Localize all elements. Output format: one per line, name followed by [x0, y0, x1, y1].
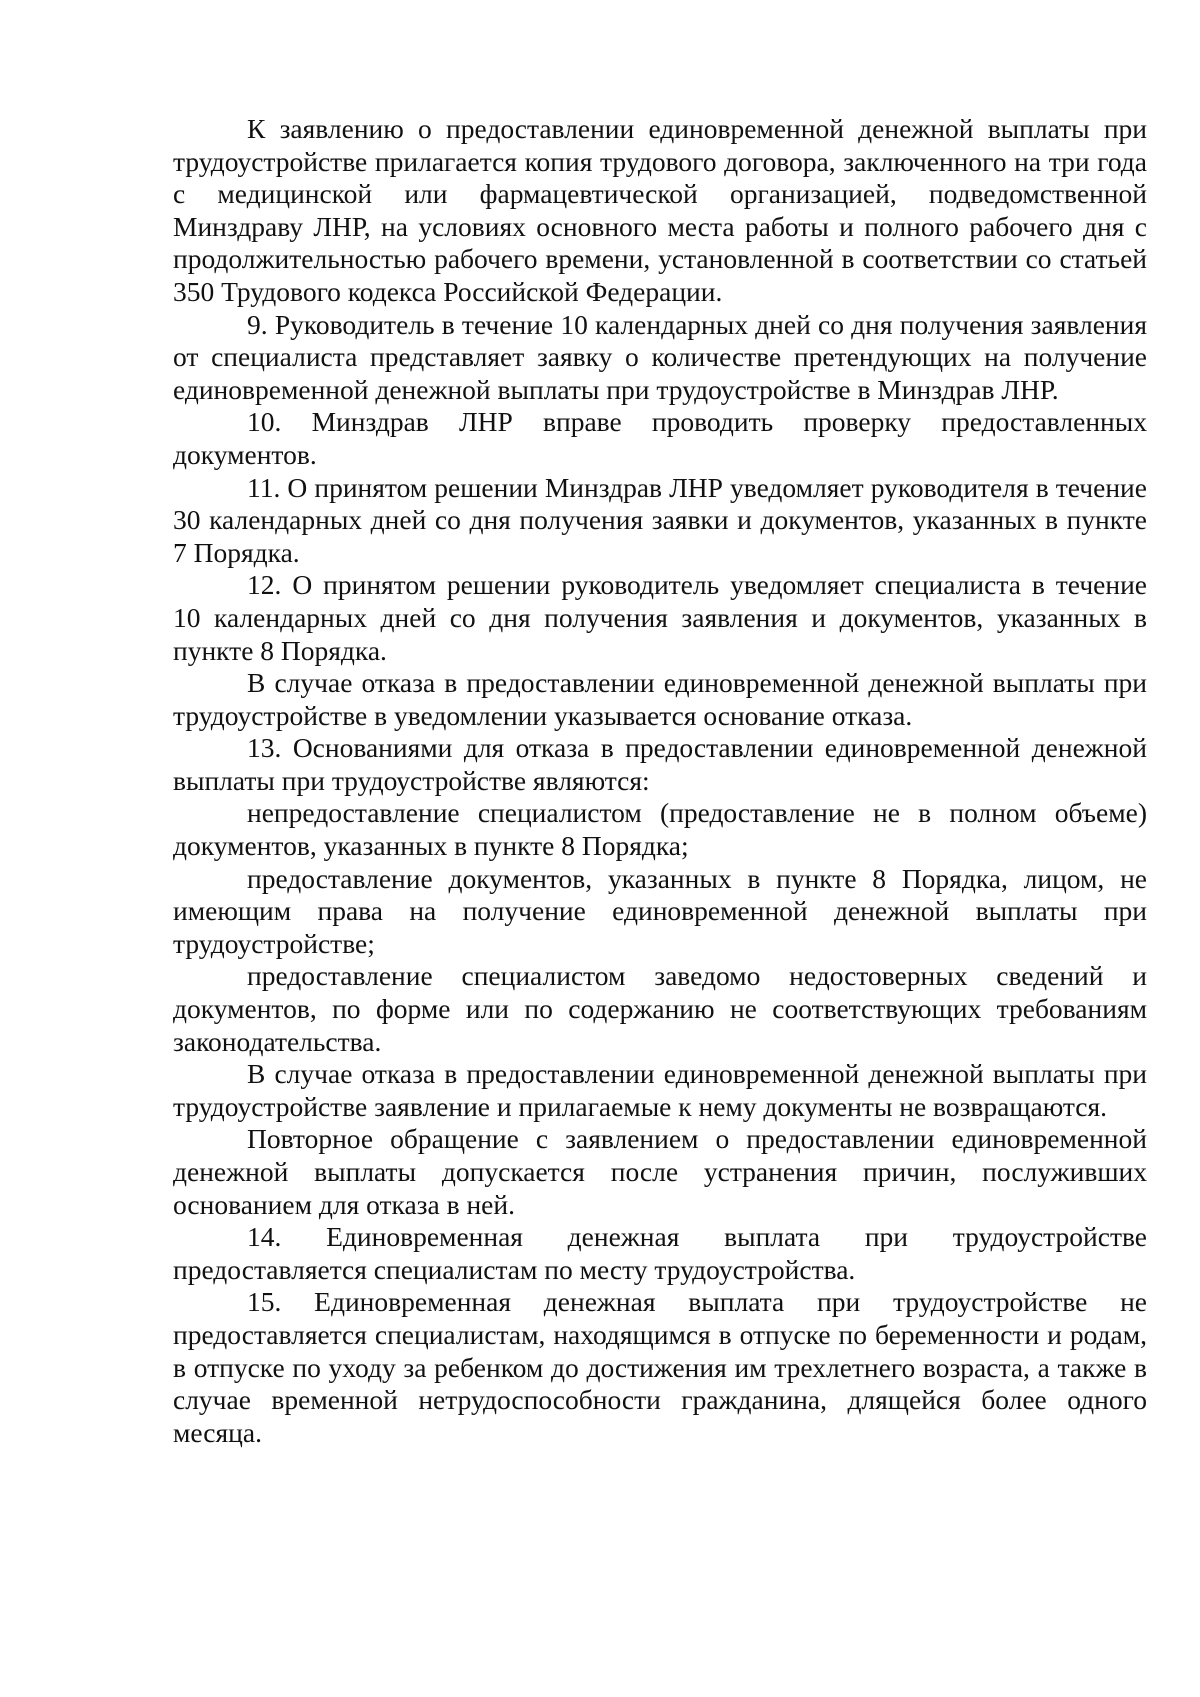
paragraph-item-11: 11. О принятом решении Минздрав ЛНР уведомляет руководителя в течение 30 календарных дней со дня получения заявки и документов, указанных в пункте 7 Порядка.: [173, 471, 1147, 568]
document-body: [173, 113, 1147, 1449]
paragraph-item-10: 10. Минздрав ЛНР вправе проводить проверку предоставленных документов.: [173, 406, 1147, 470]
paragraph-item-13: 13. Основаниями для отказа в предоставлении единовременной денежной выплаты при трудоустройстве являются:: [173, 732, 1147, 796]
paragraph-refusal-reason-3: предоставление специалистом заведомо недостоверных сведений и документов, по форме или по содержанию не соответствующих требованиям законодательства.: [173, 960, 1147, 1057]
paragraph-refusal-reason-2: предоставление документов, указанных в пункте 8 Порядка, лицом, не имеющим права на получение единовременной денежной выплаты при трудоустройстве;: [173, 862, 1147, 959]
paragraph-item-12: 12. О принятом решении руководитель уведомляет специалиста в течение 10 календарных дней со дня получения заявления и документов, указанных в пункте 8 Порядка.: [173, 569, 1147, 666]
paragraph-item-9: 9. Руководитель в течение 10 календарных дней со дня получения заявления от специалиста представляет заявку о количестве претендующих на получение единовременной денежной выплаты при трудоустройстве в Минздрав ЛНР.: [173, 308, 1147, 405]
paragraph-repeat-application: Повторное обращение с заявлением о предоставлении единовременной денежной выплаты допускается после устранения причин, послуживших основанием для отказа в ней.: [173, 1123, 1147, 1220]
paragraph-attachment-requirement: К заявлению о предоставлении единовременной денежной выплаты при трудоустройстве прилагается копия трудового договора, заключенного на три года с медицинской или фармацевтической организацией, подведомственной Минздраву ЛНР, на условиях основного места работы и полного рабочего дня с продолжительностью рабочего времени, установленной в соответствии со статьей 350 Трудового кодекса Российской Федерации.: [173, 113, 1147, 307]
paragraph-item-15: 15. Единовременная денежная выплата при трудоустройстве не предоставляется специалистам, находящимся в отпуске по беременности и родам, в отпуске по уходу за ребенком до достижения им трехлетнего возраста, а также в случае временной нетрудоспособности гражданина, длящейся более одного месяца.: [173, 1286, 1147, 1448]
paragraph-refusal-reason-1: непредоставление специалистом (предоставление не в полном объеме) документов, указанных в пункте 8 Порядка;: [173, 797, 1147, 862]
paragraph-item-14: 14. Единовременная денежная выплата при трудоустройстве предоставляется специалистам по месту трудоустройства.: [173, 1221, 1147, 1285]
paragraph-refusal-notice: В случае отказа в предоставлении единовременной денежной выплаты при трудоустройстве в уведомлении указывается основание отказа.: [173, 667, 1147, 731]
paragraph-documents-not-returned: В случае отказа в предоставлении единовременной денежной выплаты при трудоустройстве заявление и прилагаемые к нему документы не возвращаются.: [173, 1058, 1147, 1122]
